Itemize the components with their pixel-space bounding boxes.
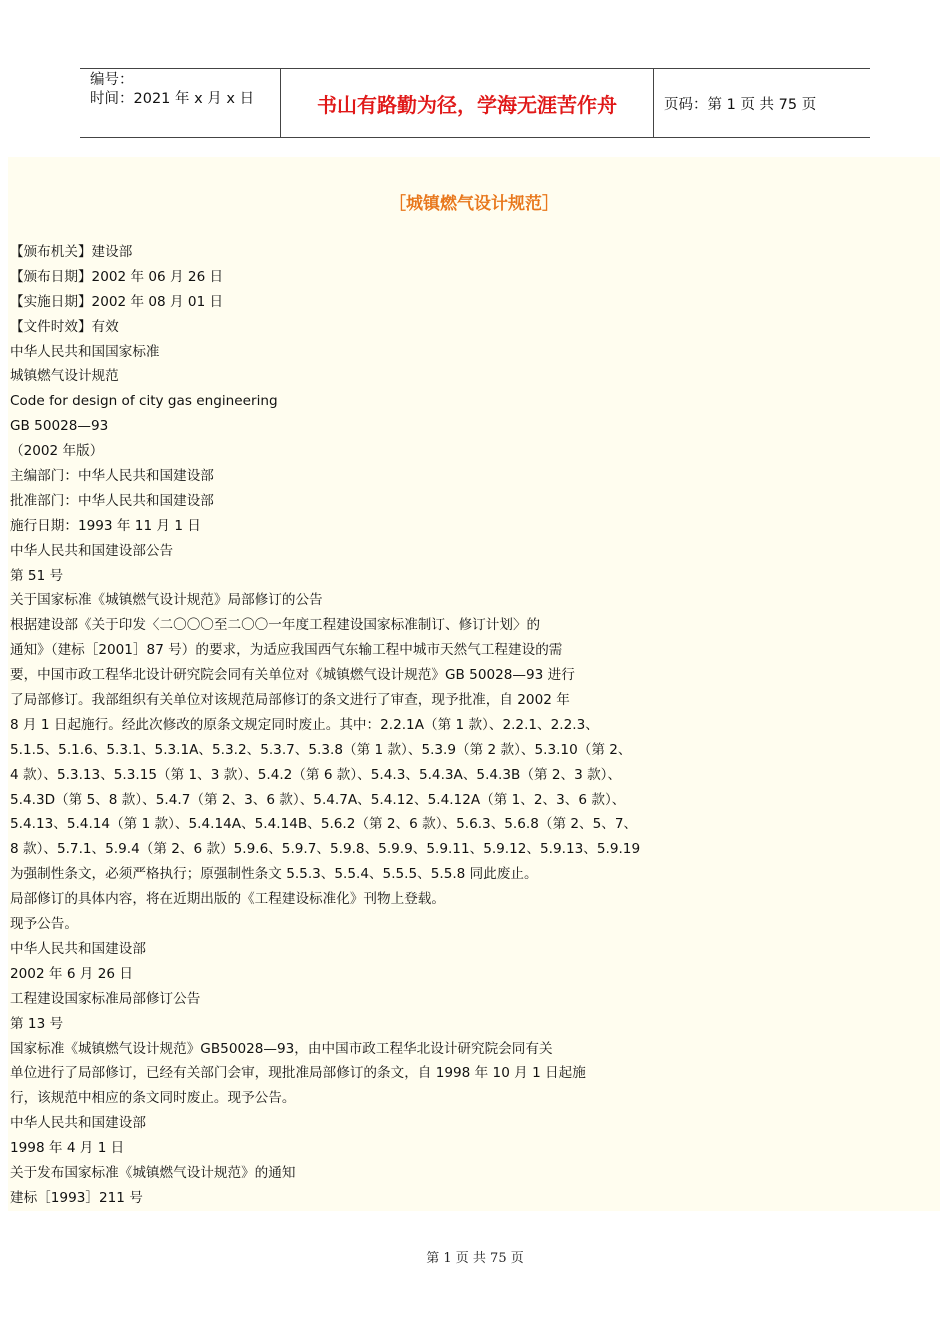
text-line: 8 月 1 日起施行。经此次修改的原条文规定同时废止。其中：2.2.1A（第 1 款）、2.2.1、2.2.3、 [10,716,599,733]
text-line: 2002 年 6 月 26 日 [10,965,133,982]
text-line: 局部修订的具体内容，将在近期出版的《工程建设标准化》刊物上登载。 [10,891,445,908]
text-line: 批准部门：中华人民共和国建设部 [10,492,214,509]
page-header [80,68,870,138]
text-line: 现予公告。 [10,916,78,933]
text-line: 【实施日期】2002 年 08 月 01 日 [10,293,224,310]
text-line: GB 50028—93 [10,418,109,435]
text-line: 中华人民共和国国家标准 [10,343,160,360]
motto: 书山有路勤为径，学海无涯苦作舟 [281,69,654,137]
document-body [8,157,940,1211]
text-line: 【颁布日期】2002 年 06 月 26 日 [10,268,224,285]
text-line: 5.4.13、5.4.14（第 1 款）、5.4.14A、5.4.14B、5.6.2（第 2、6 款）、5.6.3、5.6.8（第 2、5、7、 [10,816,638,833]
text-line: Code for design of city gas engineering [10,393,278,410]
text-line: 国家标准《城镇燃气设计规范》GB50028—93，由中国市政工程华北设计研究院会同有关 [10,1040,553,1057]
page-info: 页码：第 1 页 共 75 页 [664,96,817,113]
text-line: 1998 年 4 月 1 日 [10,1140,125,1157]
text-line: 城镇燃气设计规范 [10,368,119,385]
text-line: 关于发布国家标准《城镇燃气设计规范》的通知 [10,1164,296,1181]
text-line: 中华人民共和国建设部公告 [10,542,174,559]
text-line: 【颁布机关】建设部 [10,244,133,260]
text-line: 5.4.3D（第 5、8 款）、5.4.7（第 2、3、6 款）、5.4.7A、5.4.12、5.4.12A（第 1、2、3、6 款）、 [10,791,626,808]
header-meta [80,69,281,137]
text-line: 【文件时效】有效 [10,318,119,335]
document-lines [10,240,640,1211]
text-line: 建标［1993］211 号 [10,1189,143,1206]
text-line: 工程建设国家标准局部修订公告 [10,990,201,1007]
text-line: （2002 年版） [10,443,104,460]
text-line: 行，该规范中相应的条文同时废止。现予公告。 [10,1090,296,1107]
text-line: 要，中国市政工程华北设计研究院会同有关单位对《城镇燃气设计规范》GB 50028—93 进行 [10,667,575,684]
text-line: 中华人民共和国建设部 [10,940,146,957]
number-label: 编号： [90,72,134,88]
text-line: 中华人民共和国建设部 [10,1115,146,1132]
text-line: 第 13 号 [10,1015,64,1032]
text-line: 单位进行了局部修订，已经有关部门会审，现批准局部修订的条文，自 1998 年 10 月 1 日起施 [10,1065,586,1082]
text-line: 根据建设部《关于印发〈二〇〇〇至二〇〇一年度工程建设国家标准制订、修订计划〉的 [10,617,541,634]
text-line: 4 款）、5.3.13、5.3.15（第 1、3 款）、5.4.2（第 6 款）、5.4.3、5.4.3A、5.4.3B（第 2、3 款）、 [10,766,622,783]
text-line: 关于国家标准《城镇燃气设计规范》局部修订的公告 [10,592,323,609]
text-line: 为强制性条文，必须严格执行；原强制性条文 5.5.3、5.5.4、5.5.5、5.5.8 同此废止。 [10,866,538,883]
text-line: 第 51 号 [10,567,64,584]
text-line: 主编部门：中华人民共和国建设部 [10,468,214,485]
document-title: ［城镇燃气设计规范］ [389,194,559,214]
text-line: 通知》（建标［2001］87 号）的要求，为适应我国西气东输工程中城市天然气工程建设的需 [10,642,563,659]
text-line: 了局部修订。我部组织有关单位对该规范局部修订的条文进行了审查，现予批准，自 2002 年 [10,692,570,709]
page-footer: 第 1 页 共 75 页 [426,1251,524,1266]
text-line: 5.1.5、5.1.6、5.3.1、5.3.1A、5.3.2、5.3.7、5.3.8（第 1 款）、5.3.9（第 2 款）、5.3.10（第 2、 [10,741,632,758]
text-line: 施行日期：1993 年 11 月 1 日 [10,517,201,534]
text-line: 8 款）、5.7.1、5.9.4（第 2、6 款）5.9.6、5.9.7、5.9.8、5.9.9、5.9.11、5.9.12、5.9.13、5.9.19 [10,841,641,858]
time-label: 时间：2021 年 x 月 x 日 [90,91,255,107]
